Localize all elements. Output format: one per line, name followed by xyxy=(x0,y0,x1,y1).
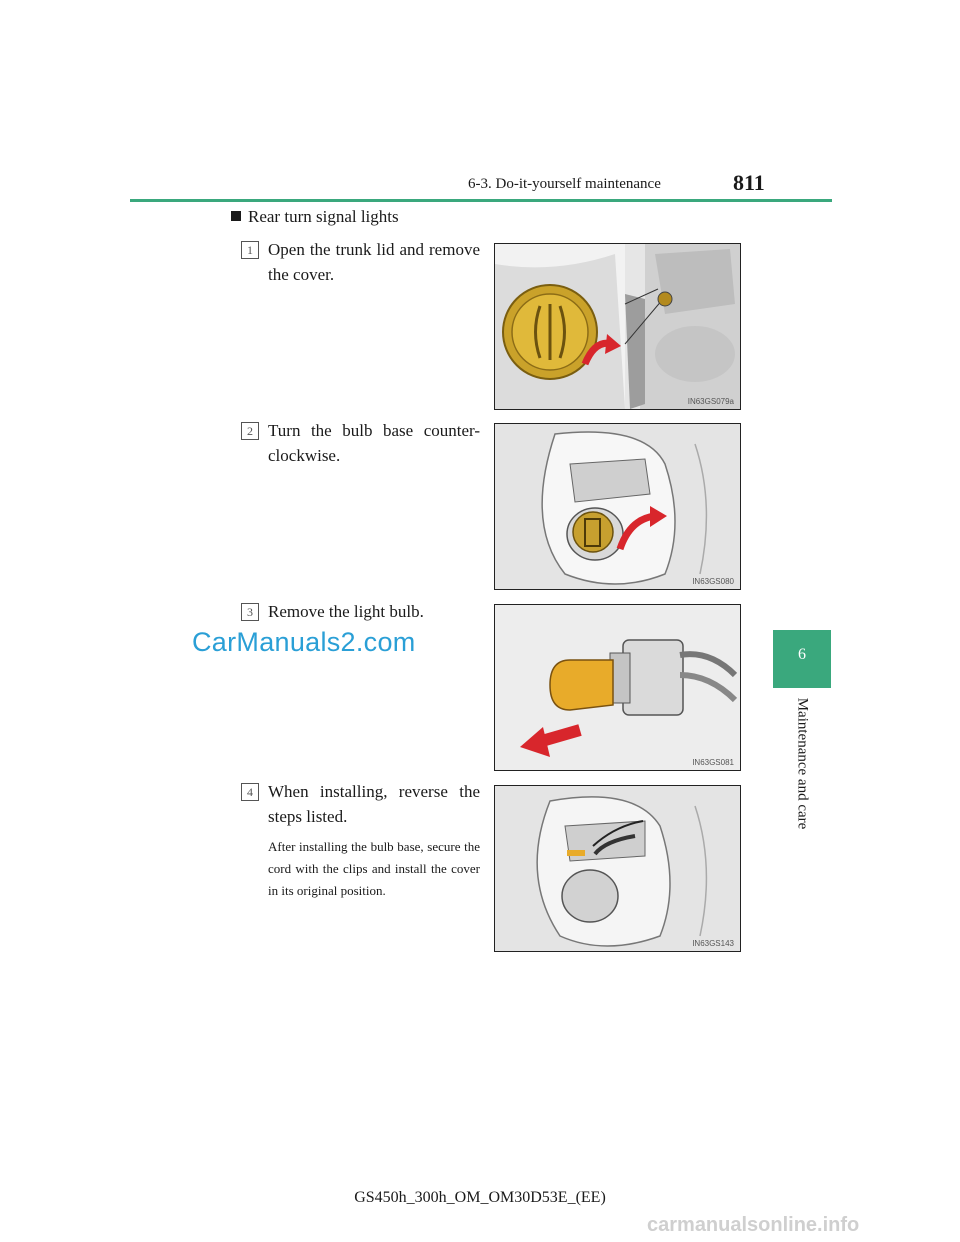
chapter-number: 6 xyxy=(798,646,806,663)
page-number: 811 xyxy=(733,170,765,195)
step-text-3: Remove the light bulb. xyxy=(268,602,424,621)
figure-code: IN63GS080 xyxy=(692,577,734,586)
figure-code: IN63GS143 xyxy=(692,939,734,948)
step-number-4: 4 xyxy=(241,783,259,801)
figure-turn-bulb-base xyxy=(494,423,741,590)
section-heading-text: Rear turn signal lights xyxy=(248,207,399,226)
chapter-label: Maintenance and care xyxy=(794,697,811,830)
figure-remove-cover xyxy=(494,243,741,410)
step-number-1: 1 xyxy=(241,241,259,259)
step-text-4: When installing, reverse the steps listed. xyxy=(268,782,480,826)
step-text-2: Turn the bulb base counter-clockwise. xyxy=(268,421,480,465)
square-bullet-icon xyxy=(231,211,241,221)
figure-install-clips xyxy=(494,785,741,952)
document-code: GS450h_300h_OM_OM30D53E_(EE) xyxy=(354,1189,606,1206)
figure-remove-bulb xyxy=(494,604,741,771)
figure-code: IN63GS081 xyxy=(692,758,734,767)
chapter-tab xyxy=(773,630,831,688)
step-note-4: After installing the bulb base, secure the cord with the clips and install the cover in its original position. xyxy=(268,839,480,898)
watermark: CarManuals2.com xyxy=(192,627,416,657)
step-number-2: 2 xyxy=(241,422,259,440)
section-heading xyxy=(231,207,399,227)
step-text-1: Open the trunk lid and remove the cover. xyxy=(268,240,480,284)
footer-site-watermark: carmanualsonline.info xyxy=(647,1214,860,1236)
section-title: 6-3. Do-it-yourself maintenance xyxy=(468,176,661,192)
figure-code: IN63GS079a xyxy=(687,397,734,406)
header-rule xyxy=(130,199,832,202)
step-number-3: 3 xyxy=(241,603,259,621)
